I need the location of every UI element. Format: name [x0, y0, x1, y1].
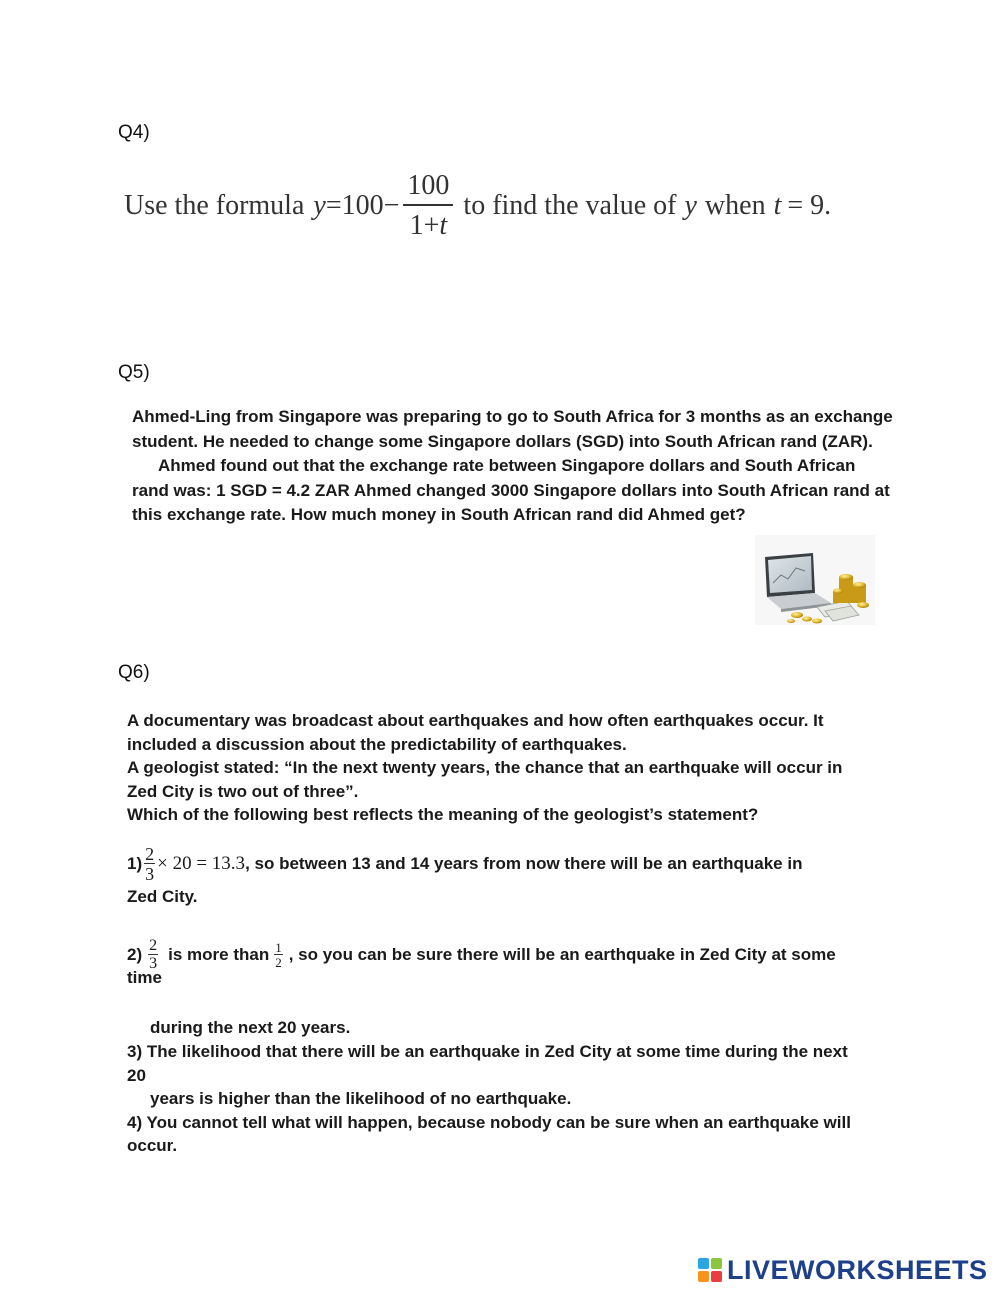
- q5-line: Ahmed found out that the exchange rate between Singapore dollars and South African: [158, 456, 856, 475]
- q5-line: student. He needed to change some Singapore dollars (SGD) into South African rand (ZAR).: [132, 431, 873, 451]
- q5-label: Q5): [118, 362, 150, 383]
- logo-text: LIVEWORKSHEETS: [727, 1254, 988, 1285]
- opt1-text: , so between 13 and 14 years from now there will be an earthquake in: [245, 853, 803, 873]
- opt2-cont1: time: [127, 968, 162, 987]
- q4-var-t: t: [773, 190, 782, 221]
- q6-option-2: [127, 938, 836, 991]
- opt1-math: × 20 = 13.3: [157, 852, 246, 874]
- q4-var-y: y: [313, 190, 326, 221]
- liveworksheets-logo: [698, 1253, 988, 1287]
- opt3-line3: years is higher than the likelihood of no earthquake.: [150, 1089, 572, 1108]
- opt2-cont2: during the next 20 years.: [150, 1018, 351, 1037]
- opt2-text: , so you can be sure there will be an earthquake in Zed City at some: [288, 944, 836, 964]
- logo-squares-icon: [698, 1258, 722, 1282]
- q6-intro: [127, 709, 842, 827]
- opt1-frac-num: 2: [145, 844, 155, 864]
- opt1-frac-den: 3: [145, 864, 155, 884]
- opt2-frac-den: 3: [149, 955, 158, 972]
- opt2-half-den: 2: [275, 955, 282, 970]
- q4-denominator: [410, 206, 448, 240]
- q4-den-lead: 1+: [409, 210, 440, 241]
- q4-label: Q4): [118, 122, 150, 143]
- q5-line: Ahmed-Ling from Singapore was preparing to go to South Africa for 3 months as an exchange: [132, 407, 893, 426]
- opt1-fraction: [144, 845, 155, 883]
- q6-option-3-4: [127, 1040, 851, 1158]
- opt1-cont: Zed City.: [127, 887, 198, 906]
- q6-intro-line: Zed City is two out of three”.: [127, 781, 359, 801]
- opt2-frac-num: 2: [149, 937, 158, 954]
- opt2-mid: is more than: [168, 944, 270, 964]
- opt1-number: 1): [127, 853, 143, 873]
- q4-text-after: to find the value of: [463, 190, 677, 221]
- q4-equals: =100−: [325, 190, 400, 221]
- opt4-line2: occur.: [127, 1136, 178, 1155]
- q6-option-1: [127, 845, 802, 910]
- q5-paragraph: [132, 405, 893, 528]
- q4-var-y2: y: [684, 190, 697, 221]
- laptop-coins-image: [755, 535, 875, 625]
- q4-text-before: Use the formula: [124, 190, 305, 221]
- opt3-line2: 20: [127, 1065, 146, 1085]
- opt3-line1: 3) The likelihood that there will be an earthquake in Zed City at some time during the next: [127, 1042, 848, 1061]
- q4-formula: [124, 166, 831, 246]
- q5-line: this exchange rate. How much money in South African rand did Ahmed get?: [132, 505, 746, 524]
- opt2-half-num: 1: [275, 940, 282, 955]
- opt4-line1: 4) You cannot tell what will happen, because nobody can be sure when an earthquake will: [127, 1112, 851, 1132]
- q4-numerator: 100: [403, 172, 453, 206]
- q5-line: rand was: 1 SGD = 4.2 ZAR Ahmed changed 3000 Singapore dollars into South African rand at: [132, 480, 890, 500]
- opt2-number: 2): [127, 944, 143, 964]
- q4-fraction: [403, 172, 453, 240]
- q6-intro-line: Which of the following best reflects the meaning of the geologist’s statement?: [127, 805, 759, 824]
- q6-intro-line: included a discussion about the predictability of earthquakes.: [127, 734, 627, 754]
- q6-intro-line: A documentary was broadcast about earthquakes and how often earthquakes occur. It: [127, 711, 824, 730]
- opt2-half: [274, 941, 283, 969]
- q6-label: Q6): [118, 662, 150, 683]
- q6-intro-line: A geologist stated: “In the next twenty years, the chance that an earthquake will occur in: [127, 758, 843, 777]
- q4-den-var: t: [439, 210, 448, 241]
- q4-tail: = 9.: [787, 190, 832, 221]
- q4-when: when: [704, 190, 766, 221]
